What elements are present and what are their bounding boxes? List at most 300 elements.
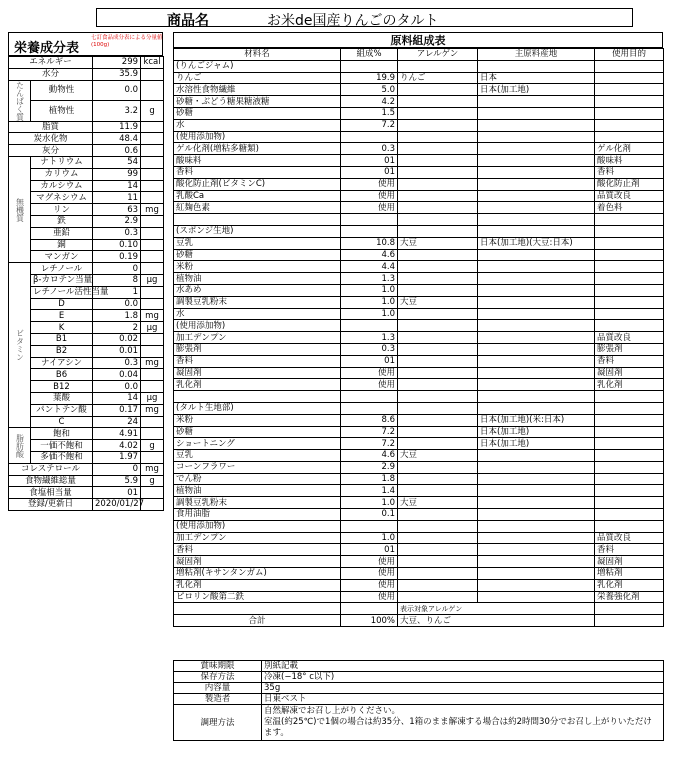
raw-cell: 凝固剤 (595, 556, 664, 568)
raw-cell (595, 284, 664, 296)
info-row (174, 672, 664, 683)
raw-cell: 4.6 (341, 249, 398, 261)
raw-cell (478, 332, 595, 344)
nutrition-value: 1.97 (93, 451, 141, 463)
nutrition-row (9, 381, 164, 393)
nutrition-unit: mg (141, 310, 164, 322)
raw-cell: りんご (174, 72, 341, 84)
raw-cell (595, 296, 664, 308)
nutrition-name: レチノール活性当量 (31, 286, 93, 298)
raw-cell (478, 261, 595, 273)
raw-cell (398, 249, 478, 261)
raw-cell: 01 (341, 355, 398, 367)
nutrition-name: ナイアシン (31, 357, 93, 369)
raw-cell (595, 320, 664, 332)
raw-cell (398, 591, 478, 603)
raw-cell (398, 143, 478, 155)
nutrition-name: E (31, 310, 93, 322)
raw-cell: 乳化剤 (174, 579, 341, 591)
raw-cell: 砂糖 (174, 107, 341, 119)
raw-cell (174, 214, 341, 226)
raw-cell (595, 308, 664, 320)
raw-cell: 香料 (595, 166, 664, 178)
raw-cell (398, 202, 478, 214)
raw-row (174, 107, 664, 119)
raw-cell: 加工デンプン (174, 332, 341, 344)
nutrition-name: パントテン酸 (31, 404, 93, 416)
raw-cell: りんご (398, 72, 478, 84)
raw-cell (398, 438, 478, 450)
raw-cell (595, 485, 664, 497)
nutrition-name: 飽和 (31, 428, 93, 440)
nutrition-unit: g (141, 101, 164, 122)
raw-cell: 植物油 (174, 273, 341, 285)
raw-cell (398, 155, 478, 167)
raw-row (174, 72, 664, 84)
raw-cell (478, 178, 595, 190)
raw-cell: 使用 (341, 568, 398, 580)
raw-cell (398, 355, 478, 367)
raw-row (174, 237, 664, 249)
raw-cell (398, 402, 478, 414)
raw-column-header: 使用目的 (595, 49, 664, 61)
raw-cell: 酸化防止剤 (595, 178, 664, 190)
raw-cell (398, 579, 478, 591)
total-value: 100% (341, 615, 398, 627)
raw-cell (478, 402, 595, 414)
nutrition-row (9, 333, 164, 345)
raw-row (174, 202, 664, 214)
raw-cell: 米粉 (174, 261, 341, 273)
raw-cell (341, 520, 398, 532)
nutrition-value: 4.02 (93, 440, 141, 452)
raw-cell: (使用添加物) (174, 520, 341, 532)
raw-allergen-row (174, 603, 664, 615)
raw-cell: 紅麹色素 (174, 202, 341, 214)
nutrition-row (9, 428, 164, 440)
nutrition-unit (141, 80, 164, 101)
nutrition-name: 鉄 (31, 215, 93, 227)
raw-cell: 香料 (174, 166, 341, 178)
raw-cell: 香料 (595, 355, 664, 367)
nutrition-value: 0.02 (93, 333, 141, 345)
raw-cell (595, 520, 664, 532)
raw-cell: 香料 (595, 544, 664, 556)
raw-column-header: 材料名 (174, 49, 341, 61)
raw-cell (341, 214, 398, 226)
raw-cell: 香料 (174, 355, 341, 367)
raw-cell (595, 391, 664, 403)
raw-row (174, 473, 664, 485)
raw-cell (398, 414, 478, 426)
raw-cell (478, 214, 595, 226)
nutrition-group-label: 脂肪酸 (9, 428, 31, 463)
nutrition-row (9, 475, 164, 487)
raw-cell (595, 60, 664, 72)
raw-cell (398, 84, 478, 96)
raw-cell: 品質改良 (595, 532, 664, 544)
raw-row (174, 178, 664, 190)
raw-cell: 酸化防止剤(ビタミンC) (174, 178, 341, 190)
raw-cell: 4.6 (341, 450, 398, 462)
nutrition-unit (141, 68, 164, 80)
nutrition-row (9, 57, 164, 69)
raw-cell (341, 131, 398, 143)
nutrition-name: 葉酸 (31, 392, 93, 404)
raw-cell (478, 190, 595, 202)
nutrition-name: 食塩相当量 (9, 487, 93, 499)
raw-cell: 米粉 (174, 414, 341, 426)
nutrition-value: 0.04 (93, 369, 141, 381)
raw-cell (398, 461, 478, 473)
raw-cell: 使用 (341, 367, 398, 379)
info-row (174, 694, 664, 705)
info-label: 内容量 (174, 683, 262, 694)
info-value: 35g (262, 683, 664, 694)
nutrition-unit (141, 133, 164, 145)
raw-cell (478, 273, 595, 285)
raw-cell: 栄養強化剤 (595, 591, 664, 603)
raw-cell (398, 308, 478, 320)
nutrition-value: 0.3 (93, 227, 141, 239)
raw-cell (478, 284, 595, 296)
raw-cell (478, 166, 595, 178)
raw-row (174, 497, 664, 509)
raw-cell (595, 497, 664, 509)
raw-row (174, 249, 664, 261)
nutrition-unit: μg (141, 274, 164, 286)
nutrition-group-label: たんぱく質 (9, 80, 31, 121)
raw-cell (398, 426, 478, 438)
nutrition-unit (141, 121, 164, 133)
nutrition-value: 48.4 (93, 133, 141, 145)
raw-cell (478, 591, 595, 603)
raw-cell (595, 438, 664, 450)
raw-row (174, 284, 664, 296)
nutrition-unit: mg (141, 357, 164, 369)
raw-row (174, 579, 664, 591)
cook-label: 調理方法 (174, 705, 262, 741)
raw-blank (595, 615, 664, 627)
raw-cell: 大豆 (398, 497, 478, 509)
raw-cell (478, 296, 595, 308)
raw-cell: 1.3 (341, 332, 398, 344)
nutrition-row (9, 133, 164, 145)
raw-row (174, 532, 664, 544)
raw-cell (398, 166, 478, 178)
nutrition-unit (141, 145, 164, 157)
nutrition-name: B6 (31, 369, 93, 381)
nutrition-row (9, 227, 164, 239)
info-value: 別紙記載 (262, 661, 664, 672)
raw-cell (341, 60, 398, 72)
raw-cell (341, 225, 398, 237)
total-label: 合計 (174, 615, 341, 627)
raw-cell: 日本(加工地) (478, 84, 595, 96)
nutrition-unit (141, 298, 164, 310)
nutrition-row (9, 68, 164, 80)
nutrition-name: 亜鉛 (31, 227, 93, 239)
raw-row (174, 155, 664, 167)
raw-row (174, 225, 664, 237)
nutrition-name: 動物性 (31, 80, 93, 101)
raw-cell (478, 355, 595, 367)
nutrition-name: リン (31, 204, 93, 216)
raw-cell: 膨張剤 (595, 343, 664, 355)
nutrition-unit (141, 381, 164, 393)
raw-cell: 凝固剤 (174, 556, 341, 568)
raw-cell (478, 131, 595, 143)
raw-cell: 1.0 (341, 308, 398, 320)
raw-cell (595, 461, 664, 473)
raw-row (174, 402, 664, 414)
raw-cell: 0.1 (341, 509, 398, 521)
raw-row (174, 391, 664, 403)
nutrition-unit (141, 416, 164, 428)
raw-cell: 加工デンプン (174, 532, 341, 544)
raw-row (174, 438, 664, 450)
nutrition-value: 35.9 (93, 68, 141, 80)
raw-cell (595, 84, 664, 96)
nutrition-value: 0.17 (93, 404, 141, 416)
raw-column-header: 主原料産地 (478, 49, 595, 61)
raw-cell: 1.0 (341, 497, 398, 509)
raw-cell: 品質改良 (595, 190, 664, 202)
raw-cell: 1.8 (341, 473, 398, 485)
nutrition-unit: mg (141, 204, 164, 216)
raw-cell: 日本 (478, 72, 595, 84)
raw-cell (398, 343, 478, 355)
raw-cell (478, 155, 595, 167)
raw-cell (478, 579, 595, 591)
raw-blank (174, 603, 341, 615)
raw-row (174, 96, 664, 108)
raw-row (174, 273, 664, 285)
raw-cell: 砂糖・ぶどう糖果糖液糖 (174, 96, 341, 108)
raw-row (174, 332, 664, 344)
raw-cell (478, 485, 595, 497)
raw-cell: 大豆 (398, 296, 478, 308)
nutrition-unit: μg (141, 322, 164, 334)
nutrition-value: 1 (93, 286, 141, 298)
raw-cell (398, 509, 478, 521)
nutrition-row (9, 310, 164, 322)
raw-cell (478, 379, 595, 391)
raw-cell: 凝固剤 (595, 367, 664, 379)
raw-row (174, 379, 664, 391)
nutrition-value: 63 (93, 204, 141, 216)
allergen-total: 大豆、りんご (398, 615, 595, 627)
product-title-box (96, 8, 633, 27)
nutrition-value: 14 (93, 180, 141, 192)
nutrition-value: 299 (93, 57, 141, 69)
nutrition-grid (8, 56, 164, 511)
raw-cell: 使用 (341, 379, 398, 391)
info-label: 保存方法 (174, 672, 262, 683)
raw-cell (174, 391, 341, 403)
raw-cell: 酸味料 (595, 155, 664, 167)
nutrition-name: 食物繊維総量 (9, 475, 93, 487)
raw-cell (398, 119, 478, 131)
nutrition-row (9, 322, 164, 334)
raw-cell (595, 402, 664, 414)
nutrition-row (9, 101, 164, 122)
raw-cell: 乳化剤 (595, 379, 664, 391)
raw-cell (398, 520, 478, 532)
raw-row (174, 166, 664, 178)
info-label: 賞味期限 (174, 661, 262, 672)
nutrition-note: 七訂食品成分表による分量値(100g) (91, 35, 163, 48)
nutrition-value: 4.91 (93, 428, 141, 440)
nutrition-row (9, 80, 164, 101)
nutrition-name: 多価不飽和 (31, 451, 93, 463)
nutrition-value: 0.0 (93, 298, 141, 310)
nutrition-value: 3.2 (93, 101, 141, 122)
nutrition-unit (141, 487, 164, 499)
nutrition-row (9, 156, 164, 168)
nutrition-name: 灰分 (9, 145, 93, 157)
raw-header: 原料組成表 (173, 32, 663, 48)
nutrition-group-label: 無機質 (9, 156, 31, 262)
raw-cell (595, 72, 664, 84)
raw-cell: 大豆 (398, 237, 478, 249)
raw-cell: 乳酸Ca (174, 190, 341, 202)
nutrition-row (9, 404, 164, 416)
nutrition-unit (141, 263, 164, 275)
raw-row (174, 343, 664, 355)
nutrition-row (9, 192, 164, 204)
nutrition-row (9, 274, 164, 286)
info-value: 冷凍(−18° c以下) (262, 672, 664, 683)
raw-cell: 増粘剤(キサンタンガム) (174, 568, 341, 580)
nutrition-name: C (31, 416, 93, 428)
nutrition-value: 11.9 (93, 121, 141, 133)
raw-cell: 水溶性食物繊維 (174, 84, 341, 96)
nutrition-unit (141, 251, 164, 263)
raw-cell (341, 402, 398, 414)
nutrition-unit (141, 168, 164, 180)
raw-row (174, 320, 664, 332)
raw-cell (478, 532, 595, 544)
info-grid (173, 660, 664, 741)
nutrition-value: 24 (93, 416, 141, 428)
nutrition-value: 2.9 (93, 215, 141, 227)
raw-cell (478, 107, 595, 119)
cook-text (262, 705, 664, 741)
raw-cell: 品質改良 (595, 332, 664, 344)
raw-cell: 着色料 (595, 202, 664, 214)
cook-row (174, 705, 664, 741)
raw-cell: (りんごジャム) (174, 60, 341, 72)
raw-cell: 1.4 (341, 485, 398, 497)
raw-cell (398, 379, 478, 391)
raw-cell (478, 568, 595, 580)
raw-cell (478, 60, 595, 72)
nutrition-row (9, 298, 164, 310)
raw-cell (398, 320, 478, 332)
raw-cell: 水あめ (174, 284, 341, 296)
nutrition-value: 0.0 (93, 381, 141, 393)
raw-cell: 使用 (341, 178, 398, 190)
raw-row (174, 190, 664, 202)
raw-cell: 豆乳 (174, 237, 341, 249)
raw-cell: 1.3 (341, 273, 398, 285)
raw-cell (595, 237, 664, 249)
raw-row (174, 261, 664, 273)
nutrition-name: 登録/更新日 (9, 499, 93, 511)
cook-line: 室温(約25℃)で1個の場合は約35分、1箱のまま解凍する場合は約2時間30分でお召し上がりいただけ (264, 717, 652, 727)
nutrition-row (9, 392, 164, 404)
raw-cell (398, 273, 478, 285)
raw-row (174, 355, 664, 367)
raw-cell: 豆乳 (174, 450, 341, 462)
raw-cell: 使用 (341, 591, 398, 603)
nutrition-name: 脂質 (9, 121, 93, 133)
raw-cell: 4.2 (341, 96, 398, 108)
raw-cell (478, 556, 595, 568)
raw-cell: (使用添加物) (174, 131, 341, 143)
raw-cell: 4.4 (341, 261, 398, 273)
nutrition-unit (141, 333, 164, 345)
raw-cell (478, 119, 595, 131)
nutrition-value: 14 (93, 392, 141, 404)
nutrition-value: 2020/01/27 (93, 499, 141, 511)
raw-cell (478, 308, 595, 320)
nutrition-value: 0 (93, 263, 141, 275)
nutrition-row (9, 487, 164, 499)
info-value: 日東ベスト (262, 694, 664, 705)
nutrition-row (9, 145, 164, 157)
raw-cell (398, 60, 478, 72)
nutrition-value: 99 (93, 168, 141, 180)
raw-cell (398, 178, 478, 190)
raw-cell (478, 391, 595, 403)
raw-cell (398, 261, 478, 273)
raw-cell: 10.8 (341, 237, 398, 249)
raw-cell (595, 96, 664, 108)
nutrition-group-label: ビタミン (9, 263, 31, 428)
nutrition-row (9, 251, 164, 263)
raw-row (174, 131, 664, 143)
raw-cell (595, 414, 664, 426)
raw-cell: 香料 (174, 544, 341, 556)
nutrition-table (8, 32, 163, 511)
nutrition-name: エネルギー (9, 57, 93, 69)
raw-row (174, 214, 664, 226)
raw-cell (595, 214, 664, 226)
nutrition-value: 0.01 (93, 345, 141, 357)
nutrition-name: 炭水化物 (9, 133, 93, 145)
raw-cell: でん粉 (174, 473, 341, 485)
raw-cell (478, 343, 595, 355)
raw-cell: 水 (174, 308, 341, 320)
raw-total-row (174, 615, 664, 627)
raw-cell (595, 509, 664, 521)
raw-cell (595, 131, 664, 143)
raw-row (174, 367, 664, 379)
raw-cell: 砂糖 (174, 249, 341, 261)
nutrition-name: 一価不飽和 (31, 440, 93, 452)
raw-cell: 酸味料 (174, 155, 341, 167)
raw-cell (398, 568, 478, 580)
raw-cell (398, 214, 478, 226)
raw-row (174, 485, 664, 497)
nutrition-unit (141, 227, 164, 239)
raw-cell: 2.9 (341, 461, 398, 473)
raw-cell: 水 (174, 119, 341, 131)
cook-line: 自然解凍でお召し上がりください。 (264, 706, 401, 716)
raw-cell: 膨張剤 (174, 343, 341, 355)
